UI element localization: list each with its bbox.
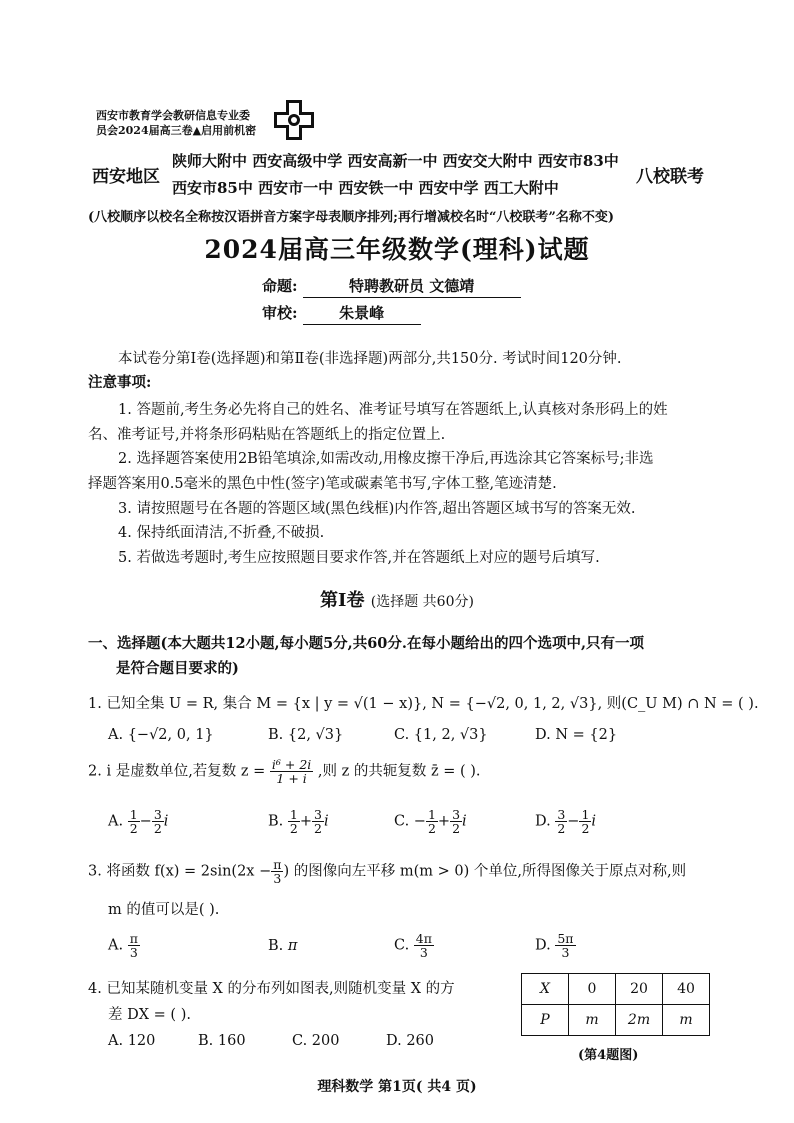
num: 3 [452,807,461,822]
num: 5π [557,931,574,946]
q1-option-d: D. N = {2} [535,727,618,743]
den: 3 [129,945,138,960]
page-footer: 理科数学 第1页( 共4 页) [317,1079,477,1095]
frac [426,808,438,835]
intro-text: 本试卷分第Ⅰ卷(选择题)和第Ⅱ卷(非选择题)两部分,共150分. 考试时间120分钟. [118,351,622,367]
q3-option-c [394,932,434,959]
table-row [522,974,710,1005]
region-label: 西安地区 [92,167,160,187]
schools-row-1: 陕师大附中 西安高级中学 西安高新一中 西安交大附中 西安市83中 [172,152,619,170]
committee-line-2: 员会2024届高三卷▲启用前机密 [96,124,257,137]
num: 3 [557,807,566,822]
reviewer-label: 审校: [262,304,298,322]
frac [450,808,462,835]
den: 2 [289,821,298,836]
q3-option-b-value: π [287,938,298,954]
committee-text [96,108,256,138]
part-heading-b: 是符合题目要求的) [116,660,239,677]
table-cell: 0 [569,974,616,1005]
q3-stem [88,858,686,885]
q3-stem-a: 3. 将函数 f(x) = 2sin(2x − [88,863,272,880]
num: 1 [289,807,298,822]
q3-option-c-label: C. [394,937,410,954]
q1-stem: 1. 已知全集 U = R, 集合 M = {x | y = √(1 − x)}, N = {−√2, 0, 1, 2, √3}, 则(C_U M) ∩ N = ( ). [88,696,759,712]
op: − [567,813,580,830]
q2-option-c [394,808,467,835]
q3-option-d [535,932,576,959]
frac [128,808,140,835]
num: 1 [129,807,138,822]
q2-option-d [535,808,596,835]
den: 3 [419,945,428,960]
notice-2b: 择题答案用0.5毫米的黑色中性(签字)笔或碳素笔书写,字体工整,笔迹清楚. [88,476,557,492]
table-row [522,1005,710,1036]
frac [579,808,591,835]
den: 2 [313,821,322,836]
op: − [139,813,152,830]
q1-option-b: B. {2, √3} [268,727,344,743]
notice-2a: 2. 选择题答案使用2B铅笔填涂,如需改动,用橡皮擦干净后,再选涂其它答案标号;非选 [118,451,654,467]
setter-label: 命题: [262,277,298,295]
setter-value: 特聘教研员 文德靖 [303,275,521,298]
q2-z-den: 1 + i [276,771,307,786]
op: + [299,813,312,830]
q3-option-a-label: A. [108,937,124,954]
den: 3 [561,945,570,960]
num: π [273,857,282,872]
q3-option-d-label: D. [535,937,551,954]
den: 2 [153,821,162,836]
table-cell: m [569,1005,616,1036]
num: 1 [581,807,590,822]
q2-option-a [108,808,168,835]
q4-stem-b: 差 DX = ( ). [108,1007,191,1023]
q2-z-fraction [270,758,313,785]
table-cell: P [522,1005,569,1036]
q1-option-a: A. {−√2, 0, 1} [108,727,214,743]
q1-option-c: C. {1, 2, √3} [394,727,488,743]
section-title: 第Ⅰ卷 [320,590,365,611]
schools-row-2: 西安市85中 西安市一中 西安铁一中 西安中学 西工大附中 [172,179,559,197]
num: 1 [427,807,436,822]
q4-option-d: D. 260 [386,1033,435,1049]
frac [128,932,140,959]
q4-option-c: C. 200 [292,1033,340,1049]
school-order-note: (八校顺序以校名全称按汉语拼音方案字母表顺序排列;再行增减校名时“八校联考”名称不变) [88,210,615,225]
frac [152,808,164,835]
den: 2 [557,821,566,836]
q2-stem-b: ,则 z 的共轭复数 z̄ = ( ). [317,763,481,780]
section-heading [0,586,794,612]
exam-title: 2024届高三年级数学(理科)试题 [204,235,590,264]
q3-stem-b: ) 的图像向左平移 m(m > 0) 个单位,所得图像关于原点对称,则 [283,863,687,880]
num: π [129,931,138,946]
q3-pi-over-3 [271,858,283,885]
frac [414,932,434,959]
table-cell: 20 [616,974,663,1005]
notice-4: 4. 保持纸面清洁,不折叠,不破损. [118,525,325,541]
num: 3 [313,807,322,822]
association-logo-icon [272,98,316,142]
notice-3: 3. 请按照题号在各题的答题区域(黑色线框)内作答,超出答题区域书写的答案无效. [118,501,636,517]
setter-line [262,275,521,298]
table-cell: 2m [616,1005,663,1036]
q2-option-c-label: C. [394,813,410,830]
q2-option-b-label: B. [268,813,284,830]
q2-stem [88,758,481,785]
part-heading-a: 一、选择题(本大题共12小题,每小题5分,共60分.在每小题给出的四个选项中,只有一项 [88,635,644,652]
num: 4π [415,931,432,946]
q4-stem-a: 4. 已知某随机变量 X 的分布列如图表,则随机变量 X 的方 [88,981,455,997]
q3-option-b [268,938,297,954]
unit: i [163,813,169,830]
op: − [413,813,426,830]
notice-5: 5. 若做选考题时,考生应按照题目要求作答,并在答题纸上对应的题号后填写. [118,550,600,566]
den: 2 [129,821,138,836]
frac [555,808,567,835]
notice-title: 注意事项: [88,374,152,391]
unit: i [462,813,467,830]
q2-stem-a: 2. i 是虚数单位,若复数 z = [88,763,266,780]
notice-1b: 名、准考证号,并将条形码粘贴在答题纸上的指定位置上. [88,427,446,443]
den: 2 [427,821,436,836]
den: 2 [581,821,590,836]
unit: i [591,813,597,830]
reviewer-value: 朱景峰 [303,302,421,325]
frac [288,808,300,835]
q2-z-num: i⁶ + 2i [271,757,312,772]
q4-table-caption: (第4题图) [578,1048,639,1063]
frac [312,808,324,835]
q3-option-b-label: B. [268,938,284,954]
frac [555,932,575,959]
committee-line-1: 西安市教育学会教研信息专业委 [96,109,250,122]
den: 3 [273,871,282,886]
exam-type-label: 八校联考 [636,167,704,187]
section-subtitle: (选择题 共60分) [370,594,474,610]
notice-1a: 1. 答题前,考生务必先将自己的姓名、准考证号填写在答题纸上,认真核对条形码上的姓 [118,402,668,418]
table-cell: X [522,974,569,1005]
table-cell: 40 [663,974,710,1005]
reviewer-line [262,302,421,325]
den: 2 [452,821,461,836]
num: 3 [153,807,162,822]
q4-option-a: A. 120 [108,1033,156,1049]
q2-option-d-label: D. [535,813,551,830]
q2-option-a-label: A. [108,813,124,830]
q4-distribution-table [521,973,710,1036]
op: + [437,813,451,830]
q3-option-a [108,932,140,959]
table-cell: m [663,1005,710,1036]
q4-option-b: B. 160 [198,1033,246,1049]
q2-option-b [268,808,329,835]
q3-stem-c: m 的值可以是( ). [108,902,220,918]
unit: i [323,813,329,830]
